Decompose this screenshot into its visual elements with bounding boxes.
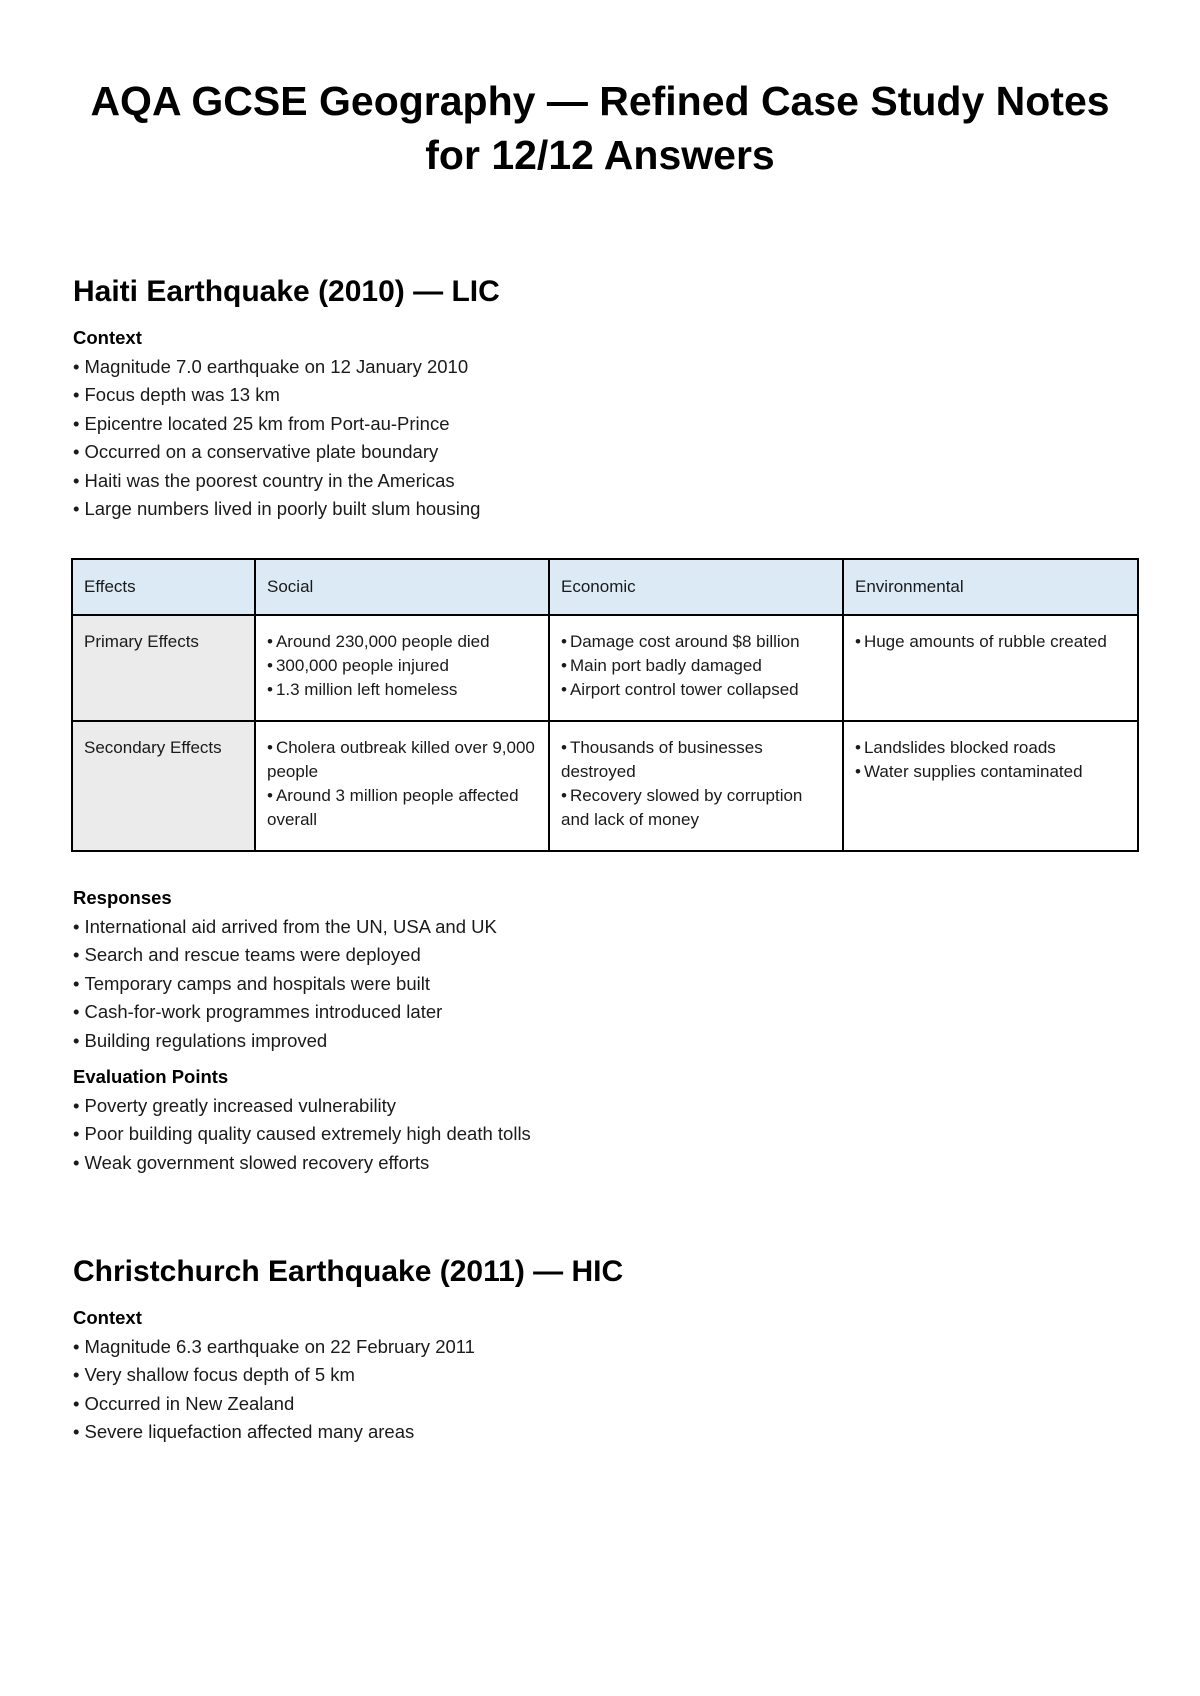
table-row — [72, 615, 1138, 721]
list-item: • Building regulations improved — [73, 1027, 1133, 1055]
cell-item: • Water supplies contaminated — [855, 760, 1126, 784]
haiti-evaluation-heading: Evaluation Points — [73, 1066, 229, 1088]
christchurch-context-heading: Context — [73, 1307, 142, 1328]
table-row — [72, 721, 1138, 851]
list-item: • Epicentre located 25 km from Port-au-Prince — [73, 410, 1133, 438]
list-item: • Weak government slowed recovery efforts — [73, 1149, 1133, 1177]
cell-item: • Airport control tower collapsed — [561, 678, 831, 702]
list-item: • Magnitude 6.3 earthquake on 22 February 2011 — [73, 1333, 1133, 1361]
list-item: • Search and rescue teams were deployed — [73, 941, 1133, 969]
haiti-context-heading: Context — [73, 327, 142, 348]
haiti-evaluation-list — [73, 1092, 1133, 1177]
cell-item: • Landslides blocked roads — [855, 736, 1126, 760]
cell-item: • Cholera outbreak killed over 9,000 people — [267, 736, 537, 784]
cell-item: • Around 230,000 people died — [267, 630, 537, 654]
list-item: • Poor building quality caused extremely high death tolls — [73, 1120, 1133, 1148]
list-item: • Focus depth was 13 km — [73, 381, 1133, 409]
haiti-responses-section — [73, 886, 1133, 1177]
cell-item: • 300,000 people injured — [267, 654, 537, 678]
table-cell — [255, 721, 549, 851]
list-item: • Occurred in New Zealand — [73, 1390, 1133, 1418]
cell-item: • Around 3 million people affected overall — [267, 784, 537, 832]
cell-item: • Damage cost around $8 billion — [561, 630, 831, 654]
list-item: • International aid arrived from the UN, USA and UK — [73, 913, 1133, 941]
table-header-row — [72, 559, 1138, 615]
table-header-cell: Environmental — [843, 559, 1138, 615]
table-cell — [843, 721, 1138, 851]
haiti-responses-list — [73, 913, 1133, 1055]
list-item: • Poverty greatly increased vulnerability — [73, 1092, 1133, 1120]
haiti-context-list — [73, 353, 1133, 523]
table-cell — [255, 615, 549, 721]
christchurch-section — [73, 1252, 1133, 1447]
list-item: • Haiti was the poorest country in the Americas — [73, 467, 1133, 495]
list-item: • Severe liquefaction affected many areas — [73, 1418, 1133, 1446]
document-title: AQA GCSE Geography — Refined Case Study Notes for 12/12 Answers — [90, 78, 1110, 178]
list-item: • Cash-for-work programmes introduced later — [73, 998, 1133, 1026]
christchurch-heading: Christchurch Earthquake (2011) — HIC — [73, 1255, 624, 1288]
haiti-heading: Haiti Earthquake (2010) — LIC — [73, 275, 500, 308]
cell-item: • Huge amounts of rubble created — [855, 630, 1126, 654]
table-header-cell: Economic — [549, 559, 843, 615]
cell-item: • Thousands of businesses destroyed — [561, 736, 831, 784]
cell-item: • Recovery slowed by corruption and lack of money — [561, 784, 831, 832]
haiti-effects-table — [71, 558, 1139, 852]
list-item: • Very shallow focus depth of 5 km — [73, 1361, 1133, 1389]
row-label-cell: Primary Effects — [72, 615, 255, 721]
row-label-cell: Secondary Effects — [72, 721, 255, 851]
list-item: • Temporary camps and hospitals were built — [73, 970, 1133, 998]
list-item: • Occurred on a conservative plate boundary — [73, 438, 1133, 466]
table-cell — [549, 721, 843, 851]
cell-item: • Main port badly damaged — [561, 654, 831, 678]
table-header-cell: Social — [255, 559, 549, 615]
haiti-intro-section — [73, 272, 1133, 523]
list-item: • Large numbers lived in poorly built slum housing — [73, 495, 1133, 523]
cell-item: • 1.3 million left homeless — [267, 678, 537, 702]
table-cell — [549, 615, 843, 721]
haiti-responses-heading: Responses — [73, 887, 172, 908]
table-header-cell: Effects — [72, 559, 255, 615]
christchurch-context-list — [73, 1333, 1133, 1447]
list-item: • Magnitude 7.0 earthquake on 12 January 2010 — [73, 353, 1133, 381]
table-cell — [843, 615, 1138, 721]
